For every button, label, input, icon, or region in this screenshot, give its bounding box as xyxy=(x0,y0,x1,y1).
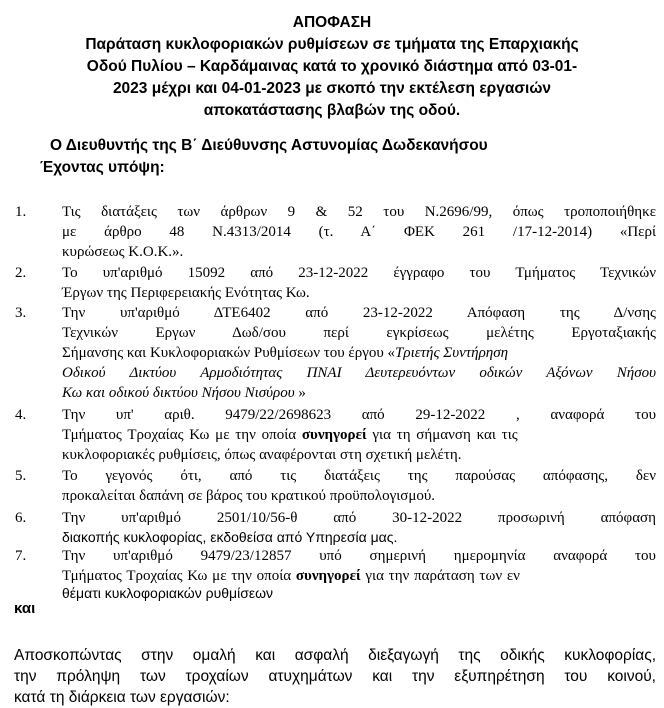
item-line: Την υπ'αριθμό 9479/23/12857 υπό σημερινή ημερομηνία αναφορά του xyxy=(62,548,656,564)
item-number: 6. xyxy=(15,510,27,526)
item-line: προκαλείται δαπάνη σε βάρος του κρατικού προϋπολογισμού. xyxy=(62,488,436,504)
item-line: θέματι κυκλοφοριακών ρυθμίσεων xyxy=(62,585,274,601)
item-line: Την υπ'αριθμό 2501/10/56-θ από 30-12-2022 προσωρινή απόφαση xyxy=(62,510,656,526)
item-line: Τεχνικών Εργων Δωδ/σου περί εγκρίσεως μελέτης Εργοταξιακής xyxy=(62,325,656,341)
item-line xyxy=(62,343,656,363)
item-line: Έργων της Περιφερειακής Ενότητας Κω. xyxy=(62,285,310,301)
item-number: 2. xyxy=(15,265,27,281)
item-line xyxy=(62,383,656,403)
decision-title-block xyxy=(12,12,652,122)
considering-heading: Έχοντας υπόψη: xyxy=(40,159,165,176)
subject-line-1: Παράταση κυκλοφοριακών ρυθμίσεων σε τμήματα της Επαρχιακής xyxy=(85,36,579,53)
item-line: Την υπ'αριθμό ΔΤΕ6402 από 23-12-2022 Απόφαση της Δ/νσης xyxy=(62,305,656,321)
item-line-text: Τμήματος Τροχαίας Κω με την οποία xyxy=(62,568,296,584)
subject-line-4: αποκατάστασης βλαβών της οδού. xyxy=(203,102,461,119)
item-line-text: Τμήματος Τροχαίας Κω με την οποία xyxy=(62,427,302,443)
item-line: Τις διατάξεις των άρθρων 9 & 52 του Ν.2696/99, όπως τροποποιήθηκε xyxy=(62,204,656,220)
item-line: Οδικού Δικτύου Αρμοδιότητας ΠΝΑΙ Δευτερευόντων οδικών Αξόνων Νήσου xyxy=(62,365,656,381)
subject-line-2: Οδού Πυλίου – Καρδάμαινας κατά το χρονικό διάστημα από 03-01- xyxy=(86,58,578,75)
item-line: διακοπής κυκλοφορίας, εκδοθείσα από Υπηρεσία μας. xyxy=(62,529,398,545)
item-line-text: » xyxy=(294,385,306,401)
emphasis-text: συνηγορεί xyxy=(301,427,367,443)
director-heading: Ο Διευθυντής της Β΄ Διεύθυνσης Αστυνομίας Δωδεκανήσου xyxy=(50,137,488,154)
item-line: κυρώσεως Κ.Ο.Κ.». xyxy=(62,244,184,260)
item-line xyxy=(62,425,656,445)
item-line: με άρθρο 48 Ν.4313/2014 (τ. Α΄ ΦΕΚ 261 /17-12-2014) «Περί xyxy=(62,224,656,240)
closing-line-2: την πρόληψη των τροχαίων ατυχημάτων και την εξυπηρέτηση του κοινού, xyxy=(14,668,656,685)
item-line: κυκλοφοριακές ρυθμίσεις, όπως αναφέρονται στη σχετική μελέτη. xyxy=(62,447,462,463)
closing-line-1: Αποσκοπώντας στην ομαλή και ασφαλή διεξαγωγή της οδικής κυκλοφορίας, xyxy=(14,647,656,664)
item-line-text: Κω και οδικού δικτύου Νήσου Νισύρου xyxy=(62,385,295,401)
item-number: 3. xyxy=(15,305,27,321)
item-line: Το γεγονός ότι, από τις διατάξεις της παρούσας απόφασης, δεν xyxy=(62,468,656,484)
decision-heading: ΑΠΟΦΑΣΗ xyxy=(292,14,372,31)
closing-line-3: κατά τη διάρκεια των εργασιών: xyxy=(14,689,230,706)
item-line-text: Σήμανσης και Κυκλοφοριακών Ρυθμίσεων του έργου « xyxy=(62,345,396,361)
emphasis-text: συνηγορεί xyxy=(295,568,361,584)
item-number: 4. xyxy=(15,407,27,423)
item-line-text: για την παράταση των εν xyxy=(360,568,520,584)
item-number: 1. xyxy=(15,204,27,220)
subject-line-3: 2023 μέχρι και 04-01-2023 με σκοπό την εκτέλεση εργασιών xyxy=(112,80,552,97)
item-line-text: για τη σήμανση και τις xyxy=(366,427,518,443)
item-line: Την υπ' αριθ. 9479/22/2698623 από 29-12-2022 , αναφορά του xyxy=(62,407,656,423)
item-number: 5. xyxy=(15,468,27,484)
conjunction-and: και xyxy=(14,600,36,617)
item-line: Το υπ'αριθμό 15092 από 23-12-2022 έγγραφο του Τμήματος Τεχνικών xyxy=(62,265,656,281)
item-number: 7. xyxy=(15,548,27,564)
project-title-italic: Τριετής Συντήρηση xyxy=(395,345,509,361)
